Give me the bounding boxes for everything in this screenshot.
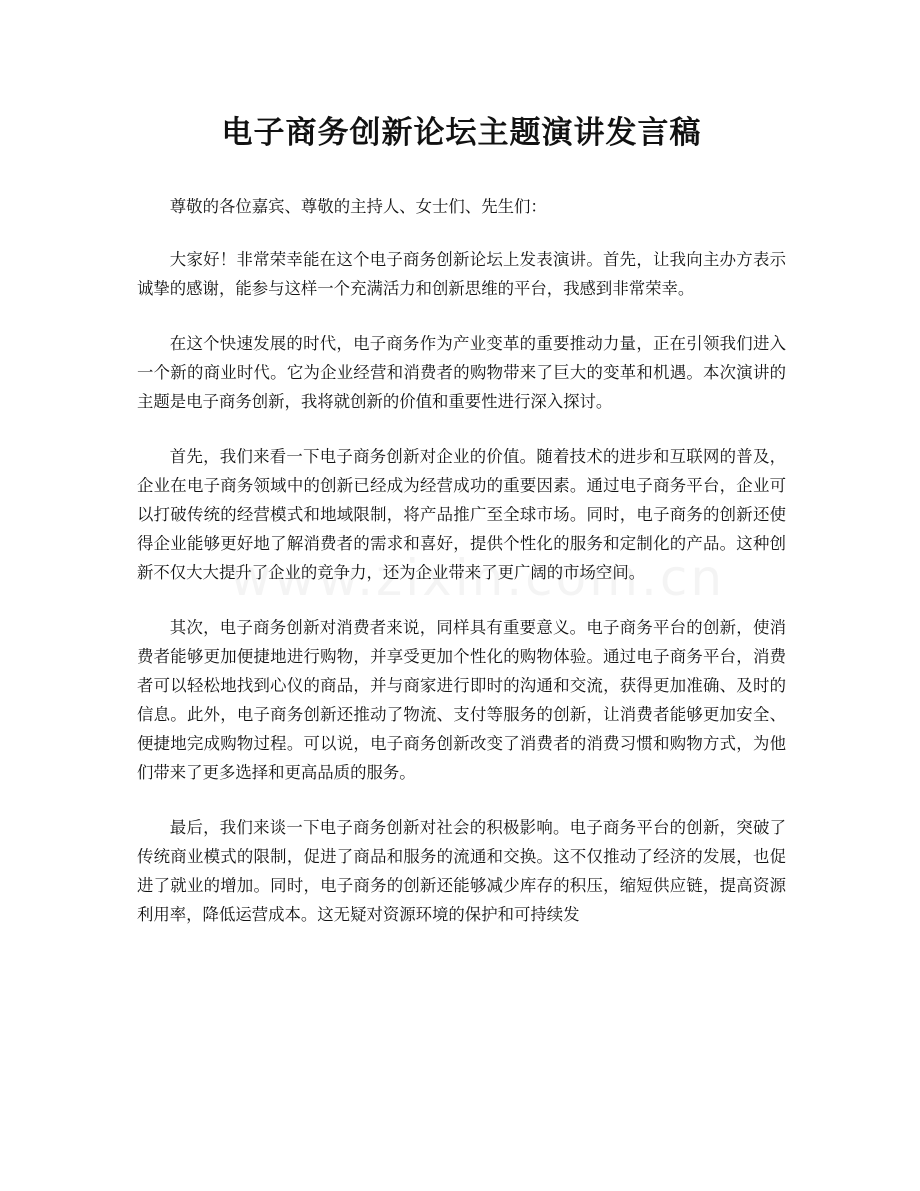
salutation-paragraph: 尊敬的各位嘉宾、尊敬的主持人、女士们、先生们： <box>169 197 547 216</box>
body-paragraph-social-impact: 最后，我们来谈一下电子商务创新对社会的积极影响。电子商务平台的创新，突破了传统商业模式的限制，促进了商品和服务的流通和交换。这不仅推动了经济的发展，也促进了就业的增加。同时，电子商务的创新还能够减少库存的积压，缩短供应链，提高资源利用率，降低运营成本。这无疑对资源环境的保护和可持续发 <box>137 818 786 924</box>
body-paragraph-consumer-value: 其次，电子商务创新对消费者来说，同样具有重要意义。电子商务平台的创新，使消费者能够更加便捷地进行购物，并享受更加个性化的购物体验。通过电子商务平台，消费者可以轻松地找到心仪的商品，并与商家进行即时的沟通和交流，获得更加准确、及时的信息。此外，电子商务创新还推动了物流、支付等服务的创新，让消费者能够更加安全、便捷地完成购物过程。可以说，电子商务创新改变了消费者的消费习惯和购物方式，为他们带来了更多选择和更高品质的服务。 <box>137 618 786 782</box>
body-paragraph-greeting: 大家好！非常荣幸能在这个电子商务创新论坛上发表演讲。首先，让我向主办方表示诚挚的感谢，能参与这样一个充满活力和创新思维的平台，我感到非常荣幸。 <box>137 250 786 298</box>
document-title: 电子商务创新论坛主题演讲发言稿 <box>221 115 702 151</box>
body-paragraph-intro: 在这个快速发展的时代，电子商务作为产业变革的重要推动力量，正在引领我们进入一个新的商业时代。它为企业经营和消费者的购物带来了巨大的变革和机遇。本次演讲的主题是电子商务创新，我将就创新的价值和重要性进行深入探讨。 <box>137 334 786 411</box>
body-paragraph-enterprise-value: 首先，我们来看一下电子商务创新对企业的价值。随着技术的进步和互联网的普及，企业在电子商务领域中的创新已经成为经营成功的重要因素。通过电子商务平台，企业可以打破传统的经营模式和地域限制，将产品推广至全球市场。同时，电子商务的创新还使得企业能够更好地了解消费者的需求和喜好，提供个性化的服务和定制化的产品。这种创新不仅大大提升了企业的竞争力，还为企业带来了更广阔的市场空间。 <box>137 447 786 582</box>
